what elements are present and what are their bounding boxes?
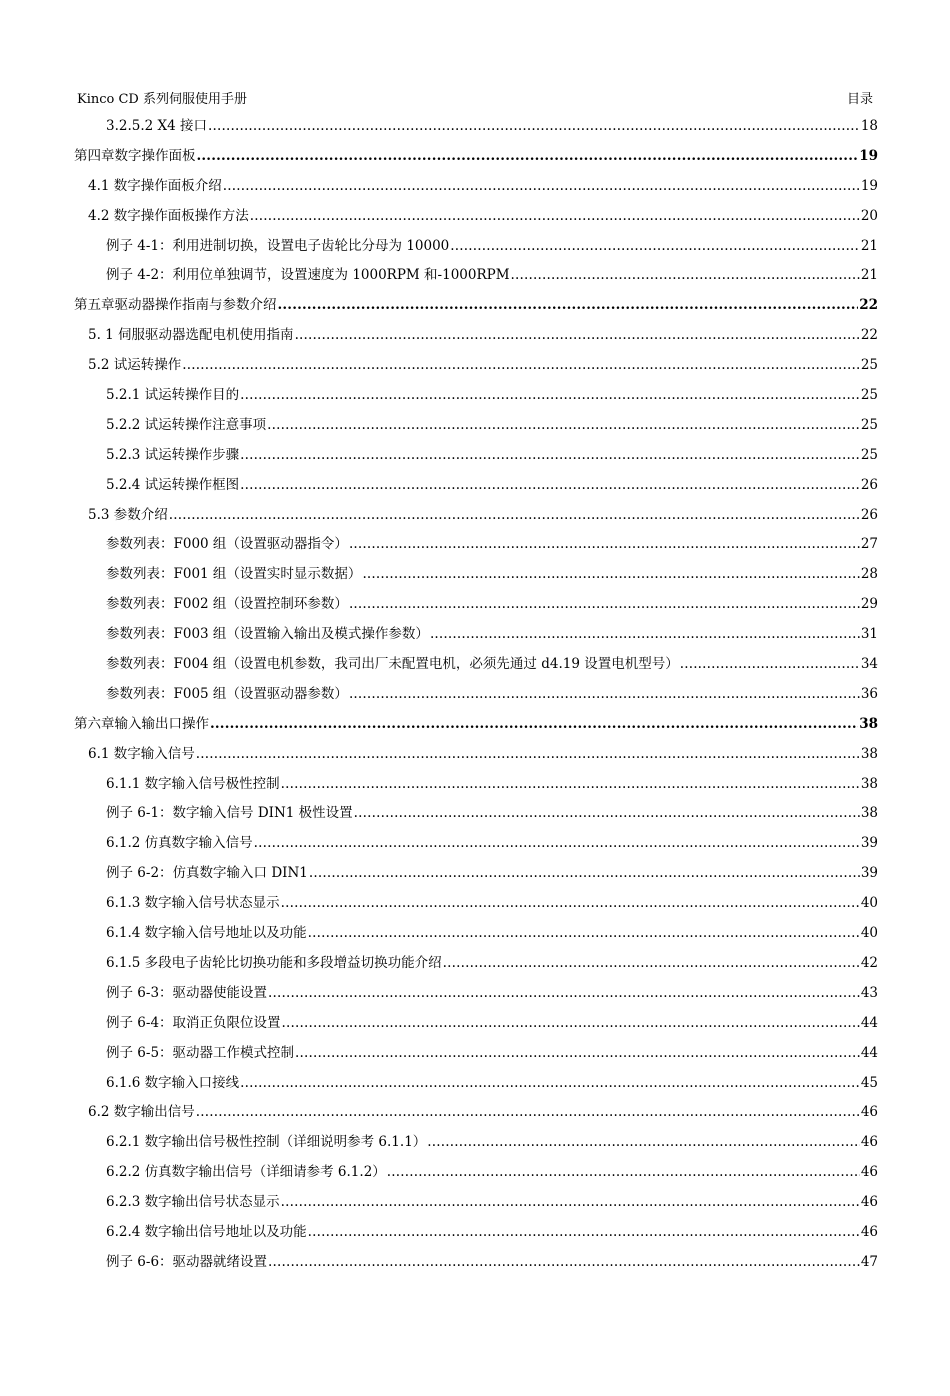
toc-entry-title: 参数列表：F005 组（设置驱动器参数） <box>106 685 348 702</box>
toc-entry-title: 5.2 试运转操作 <box>88 357 182 374</box>
toc-leader-dots <box>250 206 860 226</box>
toc-entry-page: 36 <box>860 685 878 702</box>
toc-entry[interactable] <box>74 863 878 893</box>
toc-entry-page: 22 <box>859 297 878 314</box>
toc-entry[interactable] <box>74 1102 878 1132</box>
toc-entry-title: 例子 6-3：驱动器使能设置 <box>106 984 268 1001</box>
toc-entry[interactable] <box>74 624 878 654</box>
toc-leader-dots <box>511 265 860 285</box>
toc-entry[interactable] <box>74 714 878 744</box>
toc-entry-page: 43 <box>860 984 878 1001</box>
toc-leader-dots <box>278 295 859 315</box>
toc-entry-page: 22 <box>860 327 878 344</box>
toc-entry-page: 25 <box>860 357 878 374</box>
toc-entry-page: 29 <box>860 596 878 613</box>
toc-entry-title: 6.1.4 数字输入信号地址以及功能 <box>106 925 307 942</box>
toc-entry[interactable] <box>74 1073 878 1103</box>
toc-entry-page: 44 <box>860 1014 878 1031</box>
toc-entry-title: 6.2.3 数字输出信号状态显示 <box>106 1194 280 1211</box>
toc-leader-dots <box>281 893 860 913</box>
toc-entry-page: 42 <box>860 954 878 971</box>
toc-entry-page: 26 <box>860 506 878 523</box>
toc-leader-dots <box>268 1252 860 1272</box>
toc-entry[interactable] <box>74 684 878 714</box>
toc-entry-page: 38 <box>859 715 878 732</box>
toc-entry[interactable] <box>74 475 878 505</box>
toc-entry-page: 25 <box>860 416 878 433</box>
toc-leader-dots <box>680 654 860 674</box>
toc-leader-dots <box>308 923 860 943</box>
toc-entry[interactable] <box>74 1252 878 1282</box>
page-header <box>77 88 873 108</box>
toc-entry[interactable] <box>74 1222 878 1252</box>
toc-entry-page: 40 <box>860 895 878 912</box>
toc-entry-title: 6.1.1 数字输入信号极性控制 <box>106 775 280 792</box>
toc-leader-dots <box>254 833 860 853</box>
toc-entry-title: 6.2.4 数字输出信号地址以及功能 <box>106 1223 307 1240</box>
toc-entry-page: 21 <box>860 237 878 254</box>
toc-leader-dots <box>281 774 860 794</box>
toc-leader-dots <box>354 803 860 823</box>
toc-entry-title: 例子 6-1：数字输入信号 DIN1 极性设置 <box>106 805 353 822</box>
toc-entry-page: 40 <box>860 925 878 942</box>
toc-leader-dots <box>196 744 860 764</box>
toc-entry-page: 46 <box>860 1164 878 1181</box>
toc-leader-dots <box>295 325 860 345</box>
toc-entry-title: 5.2.4 试运转操作框图 <box>106 476 240 493</box>
toc-entry[interactable] <box>74 146 878 176</box>
toc-entry[interactable] <box>74 206 878 236</box>
toc-leader-dots <box>268 983 860 1003</box>
toc-entry[interactable] <box>74 1043 878 1073</box>
toc-entry-page: 46 <box>860 1104 878 1121</box>
toc-entry-page: 38 <box>860 745 878 762</box>
toc-entry-title: 例子 6-4：取消正负限位设置 <box>106 1014 281 1031</box>
toc-entry-page: 38 <box>860 775 878 792</box>
toc-entry-page: 28 <box>860 566 878 583</box>
toc-leader-dots <box>240 445 860 465</box>
toc-leader-dots <box>349 534 860 554</box>
toc-entry[interactable] <box>74 116 878 146</box>
toc-entry[interactable] <box>74 1132 878 1162</box>
toc-entry[interactable] <box>74 355 878 385</box>
toc-entry-title: 5.3 参数介绍 <box>88 506 168 523</box>
toc-leader-dots <box>240 1073 860 1093</box>
toc-leader-dots <box>450 236 860 256</box>
toc-leader-dots <box>267 415 860 435</box>
toc-entry[interactable] <box>74 1162 878 1192</box>
toc-entry-title: 例子 6-6：驱动器就绪设置 <box>106 1253 268 1270</box>
toc-leader-dots <box>295 1043 860 1063</box>
toc-entry[interactable] <box>74 534 878 564</box>
toc-entry[interactable] <box>74 415 878 445</box>
toc-leader-dots <box>182 355 860 375</box>
toc-entry[interactable] <box>74 774 878 804</box>
toc-leader-dots <box>430 624 860 644</box>
toc-entry-page: 25 <box>860 387 878 404</box>
toc-leader-dots <box>240 385 860 405</box>
toc-leader-dots <box>169 505 860 525</box>
toc-entry-title: 参数列表：F004 组（设置电机参数，我司出厂未配置电机，必须先通过 d4.19 设置电机型号） <box>106 656 679 673</box>
toc-entry-page: 20 <box>860 207 878 224</box>
toc-entry[interactable] <box>74 1192 878 1222</box>
toc-entry-title: 例子 6-2：仿真数字输入口 DIN1 <box>106 865 308 882</box>
toc-entry-title: 参数列表：F000 组（设置驱动器指令） <box>106 536 348 553</box>
toc-entry-title: 6.2.2 仿真数字输出信号（详细请参考 6.1.2） <box>106 1164 386 1181</box>
toc-entry[interactable] <box>74 505 878 535</box>
header-section-title: 目录 <box>846 92 873 107</box>
toc-entry[interactable] <box>74 833 878 863</box>
toc-entry-page: 18 <box>860 118 878 134</box>
toc-entry[interactable] <box>74 1013 878 1043</box>
toc-entry[interactable] <box>74 385 878 415</box>
toc-entry[interactable] <box>74 744 878 774</box>
toc-entry[interactable] <box>74 654 878 684</box>
toc-leader-dots <box>362 564 859 584</box>
toc-entry-page: 46 <box>860 1134 878 1151</box>
toc-entry[interactable] <box>74 983 878 1013</box>
toc-entry-page: 31 <box>860 626 878 643</box>
toc-leader-dots <box>197 146 859 166</box>
toc-entry[interactable] <box>74 803 878 833</box>
toc-entry[interactable] <box>74 923 878 953</box>
toc-entry-title: 5.2.3 试运转操作步骤 <box>106 446 240 463</box>
toc-entry-title: 参数列表：F003 组（设置输入输出及模式操作参数） <box>106 626 429 643</box>
toc-leader-dots <box>387 1162 860 1182</box>
toc-leader-dots <box>282 1013 860 1033</box>
toc-entry-title: 第五章驱动器操作指南与参数介绍 <box>74 297 277 314</box>
toc-entry[interactable] <box>74 265 878 295</box>
toc-entry-title: 4.1 数字操作面板介绍 <box>88 177 222 194</box>
toc-entry-title: 6.2 数字输出信号 <box>88 1104 195 1121</box>
toc-entry[interactable] <box>74 594 878 624</box>
toc-leader-dots <box>208 116 860 136</box>
toc-entry-title: 例子 4-1：利用进制切换，设置电子齿轮比分母为 10000 <box>106 237 450 254</box>
toc-entry[interactable] <box>74 236 878 266</box>
toc-leader-dots <box>281 1192 860 1212</box>
toc-entry-title: 例子 4-2：利用位单独调节，设置速度为 1000RPM 和-1000RPM <box>106 267 510 284</box>
toc-leader-dots <box>349 684 860 704</box>
toc-entry-page: 39 <box>860 865 878 882</box>
toc-entry-title: 6.1.3 数字输入信号状态显示 <box>106 895 280 912</box>
toc-leader-dots <box>210 714 858 734</box>
toc-entry-title: 5.2.2 试运转操作注意事项 <box>106 416 267 433</box>
toc-entry[interactable] <box>74 445 878 475</box>
toc-entry-page: 44 <box>860 1044 878 1061</box>
toc-leader-dots <box>349 594 860 614</box>
toc-entry-page: 19 <box>860 177 878 194</box>
toc-entry-page: 25 <box>860 446 878 463</box>
toc-entry-title: 5. 1 伺服驱动器选配电机使用指南 <box>88 327 294 344</box>
toc-leader-dots <box>223 176 860 196</box>
toc-entry-page: 27 <box>860 536 878 553</box>
toc-entry-title: 6.1.6 数字输入口接线 <box>106 1074 240 1091</box>
toc-entry[interactable] <box>74 893 878 923</box>
toc-entry-page: 46 <box>860 1194 878 1211</box>
toc-entry[interactable] <box>74 564 878 594</box>
toc-entry-page: 19 <box>859 147 878 164</box>
toc-entry[interactable] <box>74 325 878 355</box>
toc-leader-dots <box>427 1132 860 1152</box>
toc-entry-title: 6.1.2 仿真数字输入信号 <box>106 835 253 852</box>
toc-leader-dots <box>196 1102 860 1122</box>
toc-entry-title: 6.1 数字输入信号 <box>88 745 195 762</box>
toc-entry-title: 5.2.1 试运转操作目的 <box>106 387 240 404</box>
toc-entry-title: 参数列表：F001 组（设置实时显示数据） <box>106 566 362 583</box>
toc-entry-title: 3.2.5.2 X4 接口 <box>106 118 208 134</box>
toc-entry[interactable] <box>74 295 878 325</box>
toc-entry[interactable] <box>74 953 878 983</box>
toc-entry-title: 参数列表：F002 组（设置控制环参数） <box>106 596 348 613</box>
toc-entry-page: 46 <box>860 1223 878 1240</box>
toc-entry-page: 47 <box>860 1253 878 1270</box>
toc-entry[interactable] <box>74 176 878 206</box>
toc-entry-title: 4.2 数字操作面板操作方法 <box>88 207 249 224</box>
toc-entry-page: 38 <box>860 805 878 822</box>
toc-entry-title: 6.1.5 多段电子齿轮比切换功能和多段增益切换功能介绍 <box>106 954 442 971</box>
toc-entry-title: 例子 6-5：驱动器工作模式控制 <box>106 1044 295 1061</box>
toc-entry-title: 第四章数字操作面板 <box>74 147 196 164</box>
toc-entry-page: 21 <box>860 267 878 284</box>
toc-entry-title: 第六章输入输出口操作 <box>74 715 209 732</box>
toc-leader-dots <box>443 953 860 973</box>
toc-entry-title: 6.2.1 数字输出信号极性控制（详细说明参考 6.1.1） <box>106 1134 427 1151</box>
table-of-contents <box>74 116 878 1282</box>
toc-leader-dots <box>240 475 860 495</box>
toc-entry-page: 39 <box>860 835 878 852</box>
toc-leader-dots <box>309 863 860 883</box>
toc-entry-page: 34 <box>860 656 878 673</box>
toc-entry-page: 26 <box>860 476 878 493</box>
toc-entry-page: 45 <box>860 1074 878 1091</box>
toc-leader-dots <box>308 1222 860 1242</box>
header-manual-title: Kinco CD 系列伺服使用手册 <box>77 92 247 107</box>
